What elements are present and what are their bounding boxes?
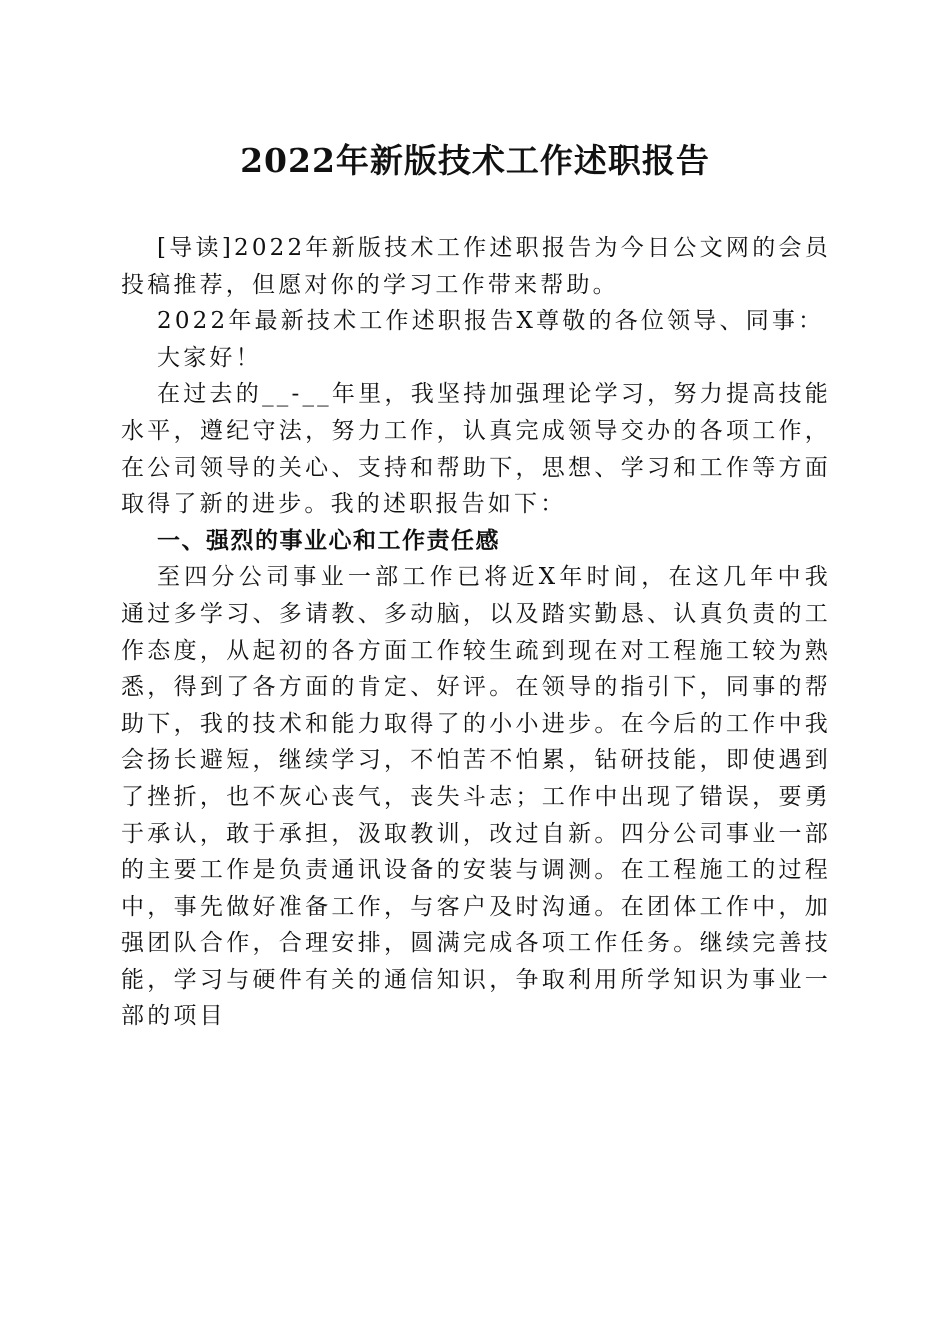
section-heading: 一、强烈的事业心和工作责任感 xyxy=(157,527,500,554)
intro-paragraph: [导读]2022年新版技术工作述职报告为今日公文网的会员投稿推荐，但愿对你的学习工作带来帮助。 xyxy=(121,235,831,298)
greeting-paragraph: 大家好！ xyxy=(157,344,262,371)
overview-paragraph: 在过去的__-__年里，我坚持加强理论学习，努力提高技能水平，遵纪守法，努力工作，认真完成领导交办的各项工作，在公司领导的关心、支持和帮助下，思想、学习和工作等方面取得了新的进步。我的述职报告如下： xyxy=(121,381,831,518)
document-title: 2022年新版技术工作述职报告 xyxy=(240,141,710,180)
subtitle-paragraph: 2022年最新技术工作述职报告X尊敬的各位领导、同事： xyxy=(157,308,825,335)
section-paragraph: 至四分公司事业一部工作已将近X年时间，在这几年中我通过多学习、多请教、多动脑，以及踏实勤恳、认真负责的工作态度，从起初的各方面工作较生疏到现在对工程施工较为熟悉，得到了各方面的肯定、好评。在领导的指引下，同事的帮助下，我的技术和能力取得了的小小进步。在今后的工作中我会扬长避短，继续学习，不怕苦不怕累，钻研技能，即使遇到了挫折，也不灰心丧气，丧失斗志；工作中出现了错误，要勇于承认，敢于承担，汲取教训，改过自新。四分公司事业一部的主要工作是负责通讯设备的安装与调测。在工程施工的过程中，事先做好准备工作，与客户及时沟通。在团体工作中，加强团队合作，合理安排，圆满完成各项工作任务。继续完善技能，学习与硬件有关的通信知识，争取利用所学知识为事业一部的项目 xyxy=(121,564,831,1030)
document-body xyxy=(121,230,831,1035)
